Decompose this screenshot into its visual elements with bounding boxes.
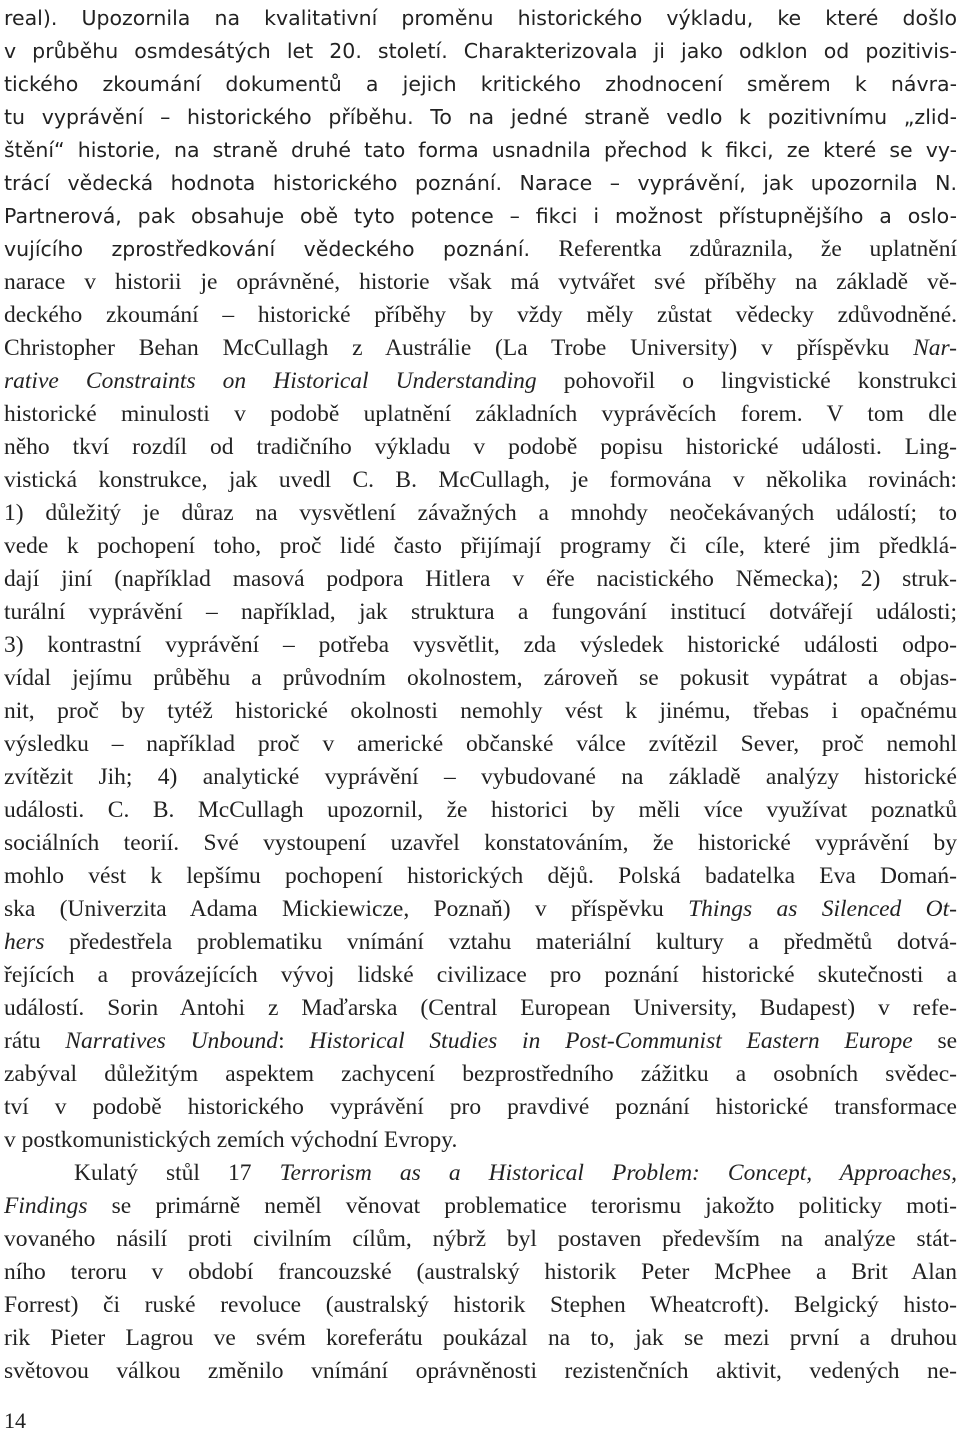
body-text: vídal jejímu průběhu a průvodním okolnostem, zároveň se pokusit vypátrat a objas- bbox=[4, 665, 957, 691]
body-text: rátu bbox=[4, 1028, 66, 1054]
text-line bbox=[4, 728, 957, 761]
body-text: tu vyprávění – historického příběhu. To na jedné straně vedlo k pozitivnímu „zlid- bbox=[4, 105, 957, 129]
body-text: zvítězit Jih; 4) analytické vyprávění – vybudované na základě analýzy historické bbox=[4, 764, 957, 790]
italic-title-text: hers bbox=[4, 929, 45, 955]
text-line bbox=[4, 1190, 957, 1223]
text-line bbox=[4, 1223, 957, 1256]
body-text: rik Pieter Lagrou ve svém koreferátu poukázal na to, jak se mezi první a druhou bbox=[4, 1325, 957, 1351]
text-line bbox=[4, 2, 957, 35]
text-line bbox=[4, 365, 957, 398]
text-line bbox=[4, 1091, 957, 1124]
body-text: vede k pochopení toho, proč lidé často přijímají programy či cíle, které jim předklá- bbox=[4, 533, 957, 559]
body-text: Partnerová, pak obsahuje obě tyto potence – fikci i možnost přístupnějšího a oslo- bbox=[4, 204, 957, 228]
body-text: : bbox=[278, 1028, 310, 1054]
text-line bbox=[4, 629, 957, 662]
text-line bbox=[4, 1124, 957, 1157]
body-text: vovaného násilí proti civilním cílům, nýbrž byl postaven především na analýze stát- bbox=[4, 1226, 957, 1252]
body-text: řejících a provázejících vývoj lidské civilizace pro poznání historické skutečnosti a bbox=[4, 962, 957, 988]
body-text: ního teroru v období francouzské (australský historik Peter McPhee a Brit Alan bbox=[4, 1259, 957, 1285]
body-text: světovou válkou změnilo vnímání oprávněnosti rezistenčních aktivit, vedených ne- bbox=[4, 1358, 957, 1384]
body-text: vujícího zprostředkování vědeckého poznání. bbox=[4, 237, 559, 261]
text-line bbox=[4, 431, 957, 464]
body-text: 1) důležitý je důraz na vysvětlení závažných a mnohdy neočekávaných událostí; to bbox=[4, 500, 957, 526]
body-text: tického zkoumání dokumentů a jejich kritického zhodnocení směrem k návra- bbox=[4, 72, 957, 96]
text-line bbox=[4, 530, 957, 563]
text-line bbox=[4, 464, 957, 497]
body-text: předestřela problematiku vnímání vztahu materiální kultury a předmětů dotvá- bbox=[44, 929, 957, 955]
body-text: dají jiní (například masová podpora Hitlera v éře nacistického Německa); 2) struk- bbox=[4, 566, 957, 592]
text-line bbox=[4, 332, 957, 365]
text-line bbox=[4, 266, 957, 299]
body-text: něho tkví rozdíl od tradičního výkladu v podobě popisu historické události. Ling- bbox=[4, 434, 957, 460]
text-line bbox=[4, 1025, 957, 1058]
body-text: událostí. Sorin Antohi z Maďarska (Central European University, Budapest) v refe- bbox=[4, 995, 957, 1021]
text-line bbox=[4, 167, 957, 200]
italic-title-text: Terrorism as a Historical Problem: Concept, Approaches, bbox=[279, 1160, 957, 1186]
text-line bbox=[4, 695, 957, 728]
body-text: Forrest) či ruské revoluce (australský historik Stephen Wheatcroft). Belgický histo- bbox=[4, 1292, 957, 1318]
text-line bbox=[4, 398, 957, 431]
italic-title-text: rative Constraints on Historical Understanding bbox=[4, 368, 537, 394]
body-text: v postkomunistických zemích východní Evropy. bbox=[4, 1127, 458, 1153]
text-line bbox=[4, 497, 957, 530]
italic-title-text: Narratives Unbound bbox=[65, 1028, 279, 1054]
text-line bbox=[4, 959, 957, 992]
text-line bbox=[4, 926, 957, 959]
body-text: Kulatý stůl 17 bbox=[74, 1160, 280, 1186]
body-text: historické minulosti v podobě uplatnění základních vyprávěcích forem. V tom dle bbox=[4, 401, 957, 427]
text-line bbox=[4, 860, 957, 893]
body-text: tví v podobě historického vyprávění pro pravdivé poznání historické transformace bbox=[4, 1094, 957, 1120]
text-line bbox=[4, 101, 957, 134]
text-line bbox=[4, 299, 957, 332]
text-line bbox=[4, 68, 957, 101]
text-line bbox=[4, 992, 957, 1025]
text-line bbox=[4, 1355, 957, 1388]
text-line bbox=[4, 827, 957, 860]
italic-title-text: Findings bbox=[4, 1193, 88, 1219]
body-text: turální vyprávění – například, jak struktura a fungování institucí dotvářejí události; bbox=[4, 599, 957, 625]
body-text: mohlo vést k lepšímu pochopení historických dějů. Polská badatelka Eva Domań- bbox=[4, 863, 957, 889]
text-line bbox=[4, 563, 957, 596]
body-text: vistická konstrukce, jak uvedl C. B. McCullagh, je formována v několika rovinách: bbox=[4, 467, 957, 493]
text-line bbox=[4, 200, 957, 233]
body-text: události. C. B. McCullagh upozornil, že historici by měli více využívat poznatků bbox=[4, 797, 957, 823]
text-line bbox=[4, 1157, 957, 1190]
body-text: zabýval důležitým aspektem zachycení bezprostředního zážitku a osobních svědec- bbox=[4, 1061, 957, 1087]
body-text: pohovořil o lingvistické konstrukci bbox=[536, 368, 957, 394]
body-text: 3) kontrastní vyprávění – potřeba vysvětlit, zda výsledek historické události odpo- bbox=[4, 632, 957, 658]
body-text: sociálních teorií. Své vystoupení uzavřel konstatováním, že historické vyprávění by bbox=[4, 830, 957, 856]
text-line bbox=[4, 596, 957, 629]
text-line bbox=[4, 1289, 957, 1322]
text-line bbox=[4, 233, 957, 266]
page-number: 14 bbox=[4, 1408, 26, 1433]
text-line bbox=[4, 794, 957, 827]
italic-title-text: Historical Studies in Post-Communist Eastern Europe bbox=[309, 1028, 913, 1054]
text-line bbox=[4, 35, 957, 68]
body-text: se bbox=[912, 1028, 958, 1054]
body-text: štění“ historie, na straně druhé tato forma usnadnila přechod k fikci, ze které se vy- bbox=[4, 138, 957, 162]
text-line bbox=[4, 1322, 957, 1355]
body-text: real). Upozornila na kvalitativní proměnu historického výkladu, ke které došlo bbox=[4, 6, 957, 30]
text-line bbox=[4, 662, 957, 695]
body-text: se primárně neměl věnovat problematice terorismu jakožto politicky moti- bbox=[87, 1193, 957, 1219]
body-text: ska (Univerzita Adama Mickiewicze, Poznaň) v příspěvku bbox=[4, 896, 689, 922]
body-text: deckého zkoumání – historické příběhy by vždy měly zůstat vědecky zdůvodněné. bbox=[4, 302, 957, 328]
text-line bbox=[4, 761, 957, 794]
text-line bbox=[4, 1256, 957, 1289]
body-text: nit, proč by tytéž historické okolnosti nemohly vést k jinému, třebas i opačnému bbox=[4, 698, 957, 724]
text-line bbox=[4, 1058, 957, 1091]
body-text: Christopher Behan McCullagh z Austrálie (La Trobe University) v příspěvku bbox=[4, 335, 914, 361]
text-line bbox=[4, 134, 957, 167]
body-text: Referentka zdůraznila, že uplatnění bbox=[558, 236, 958, 262]
body-text: narace v historii je oprávněné, historie však má vytvářet své příběhy na základě vě- bbox=[4, 269, 957, 295]
body-text: výsledku – například proč v americké občanské válce zvítězil Sever, proč nemohl bbox=[4, 731, 957, 757]
text-line bbox=[4, 893, 957, 926]
body-text: trácí vědecká hodnota historického poznání. Narace – vyprávění, jak upozornila N. bbox=[4, 171, 957, 195]
italic-title-text: Things as Silenced Ot- bbox=[688, 896, 957, 922]
italic-title-text: Nar- bbox=[913, 335, 957, 361]
body-text: v průběhu osmdesátých let 20. století. Charakterizovala ji jako odklon od pozitivis- bbox=[4, 39, 957, 63]
